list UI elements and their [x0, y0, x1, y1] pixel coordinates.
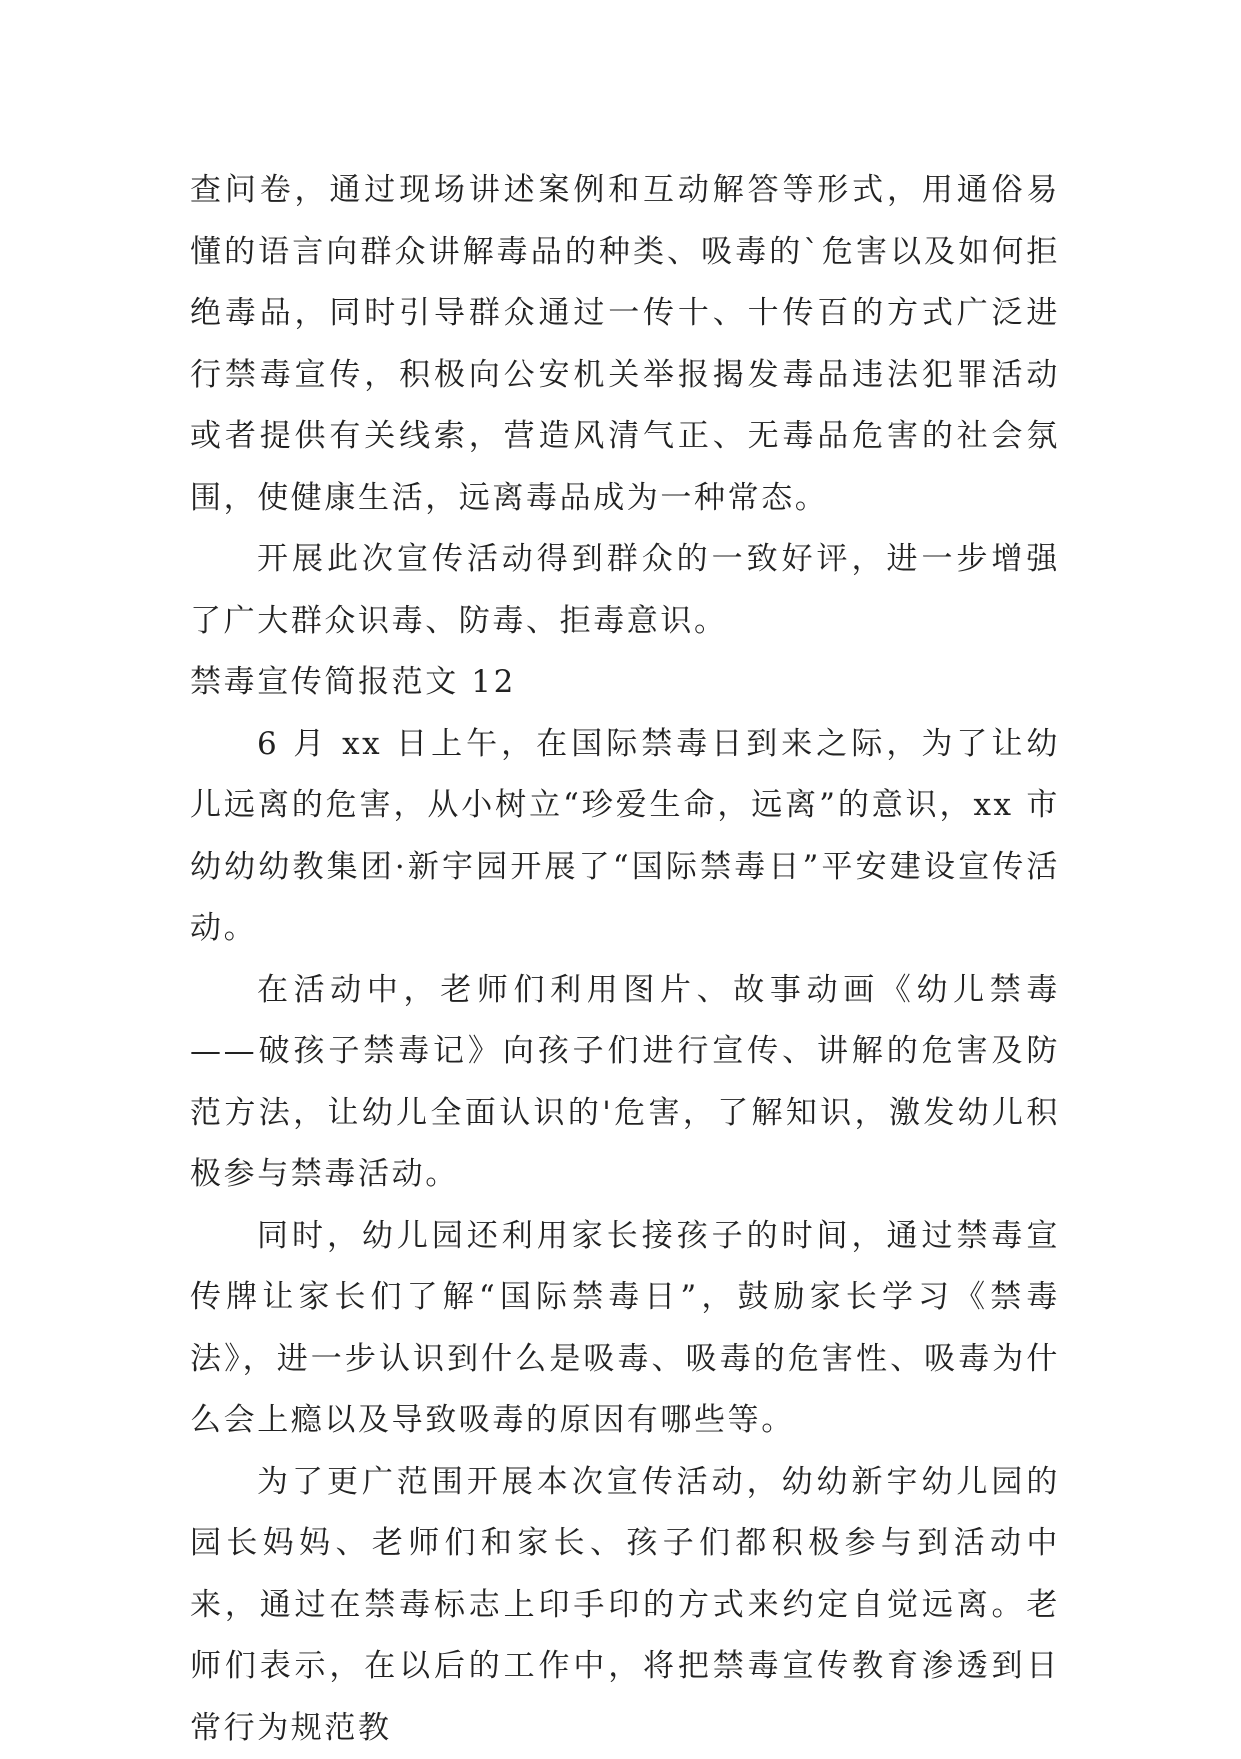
paragraph-evaluation: 开展此次宣传活动得到群众的一致好评，进一步增强了广大群众识毒、防毒、拒毒意识。: [190, 529, 1060, 652]
paragraph-event-intro: 6 月 xx 日上午，在国际禁毒日到来之际，为了让幼儿远离的危害，从小树立“珍爱生命，远离”的意识，xx 市幼幼幼教集团·新宇园开展了“国际禁毒日”平安建设宣传活动。: [190, 714, 1060, 960]
paragraph-participation: 为了更广范围开展本次宣传活动，幼幼新宇幼儿园的园长妈妈、老师们和家长、孩子们都积极参与到活动中来，通过在禁毒标志上印手印的方式来约定自觉远离。老师们表示，在以后的工作中，将把禁毒宣传教育渗透到日常行为规范教: [190, 1452, 1060, 1759]
document-body: [190, 160, 1060, 1759]
paragraph-continued: 查问卷，通过现场讲述案例和互动解答等形式，用通俗易懂的语言向群众讲解毒品的种类、吸毒的`危害以及如何拒绝毒品，同时引导群众通过一传十、十传百的方式广泛进行禁毒宣传，积极向公安机关举报揭发毒品违法犯罪活动或者提供有关线索，营造风清气正、无毒品危害的社会氛围，使健康生活，远离毒品成为一种常态。: [190, 160, 1060, 529]
paragraph-parents: 同时，幼儿园还利用家长接孩子的时间，通过禁毒宣传牌让家长们了解“国际禁毒日”，鼓励家长学习《禁毒法》，进一步认识到什么是吸毒、吸毒的危害性、吸毒为什么会上瘾以及导致吸毒的原因有哪些等。: [190, 1206, 1060, 1452]
section-heading: 禁毒宣传简报范文 12: [190, 652, 1060, 714]
paragraph-activity: 在活动中，老师们利用图片、故事动画《幼儿禁毒——破孩子禁毒记》向孩子们进行宣传、讲解的危害及防范方法，让幼儿全面认识的'危害，了解知识，激发幼儿积极参与禁毒活动。: [190, 960, 1060, 1206]
